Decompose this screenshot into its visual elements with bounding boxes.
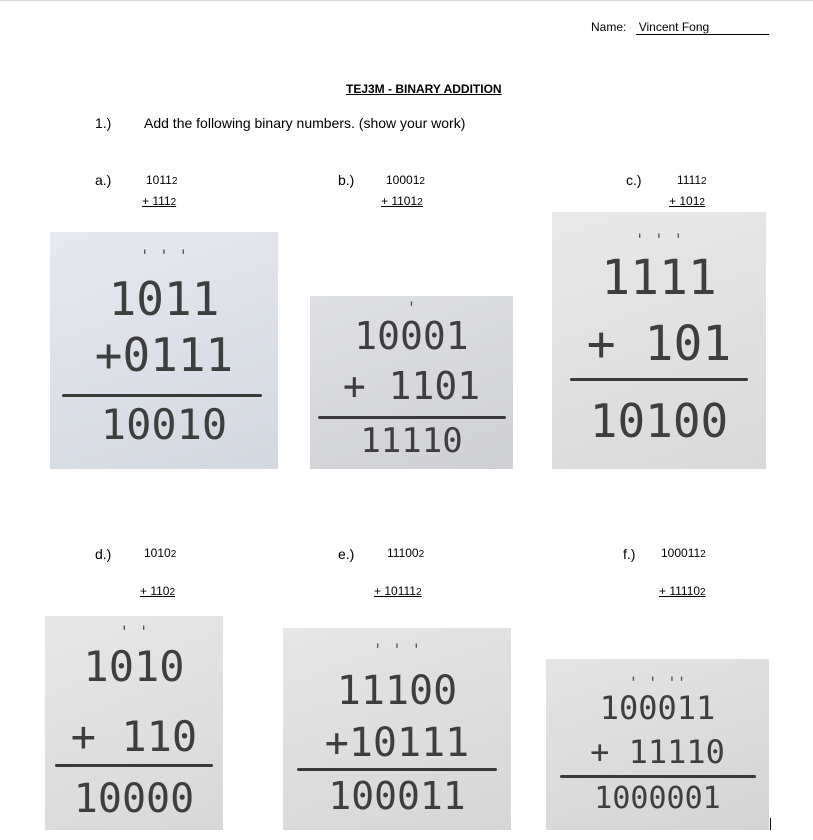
problem-e-bottom: + 101112	[374, 584, 422, 598]
work-c-carries: ' ' '	[634, 230, 684, 249]
problem-a-label: a.)	[95, 172, 112, 188]
work-f-result: 1000001	[594, 781, 721, 816]
work-d-carries: ' '	[119, 622, 149, 641]
text-cursor	[770, 818, 771, 830]
work-b-carries: '	[406, 298, 417, 317]
work-photo-d	[45, 616, 223, 830]
question-number: 1.)	[95, 115, 112, 131]
problem-d-label: d.)	[95, 546, 112, 562]
work-e-line1: 11100	[336, 668, 458, 714]
work-b-rule	[318, 416, 506, 419]
name-field	[591, 20, 769, 35]
name-label: Name:	[591, 20, 627, 34]
work-e-carries: ' ' '	[372, 640, 422, 659]
work-d-line1: 1010	[83, 642, 185, 691]
work-photo-f	[546, 659, 769, 830]
problem-d-bottom: + 1102	[140, 584, 176, 598]
problem-b-top: 100012	[386, 173, 425, 187]
problem-a-bottom: + 1112	[142, 194, 177, 208]
work-f-line2: + 11110	[590, 733, 725, 771]
page-top-border	[0, 0, 813, 1]
name-value: Vincent Fong	[636, 20, 769, 35]
worksheet-title: TEJ3M - BINARY ADDITION	[346, 82, 502, 96]
work-a-carries: ' ' '	[139, 246, 189, 265]
problem-f-bottom: + 111102	[659, 584, 706, 598]
work-d-line2: + 110	[70, 712, 198, 761]
problem-c-label: c.)	[626, 172, 642, 188]
problem-e-label: e.)	[338, 546, 355, 562]
work-c-rule	[570, 378, 748, 381]
work-e-rule	[297, 768, 497, 771]
problem-a-top: 10112	[146, 173, 178, 187]
work-photo-e	[283, 628, 511, 830]
problem-c-bottom: + 1012	[669, 194, 705, 208]
work-b-line2: + 1101	[342, 364, 481, 408]
problem-b-label: b.)	[338, 172, 355, 188]
work-b-result: 11110	[360, 421, 463, 461]
question-instructions: Add the following binary numbers. (show your work)	[144, 115, 466, 131]
work-e-result: 100011	[328, 774, 466, 818]
work-c-line1: 1111	[601, 250, 717, 306]
work-photo-c	[552, 212, 766, 469]
work-b-line1: 10001	[354, 314, 469, 358]
problem-f-top: 1000112	[661, 546, 706, 560]
problem-e-top: 111002	[387, 546, 425, 560]
work-a-line2: +0111	[94, 328, 234, 382]
work-d-result: 10000	[73, 776, 195, 822]
problem-f-label: f.)	[623, 546, 636, 562]
work-c-line2: + 101	[586, 316, 732, 372]
work-e-line2: +10111	[324, 720, 470, 766]
problem-b-bottom: + 11012	[381, 194, 423, 208]
problem-c-top: 11112	[677, 173, 707, 187]
work-a-result: 10010	[100, 400, 228, 449]
work-f-carries: ' ' ''	[628, 673, 687, 692]
work-a-rule	[62, 394, 262, 397]
work-d-rule	[55, 764, 213, 767]
work-photo-a	[50, 232, 278, 469]
problem-d-top: 10102	[144, 546, 177, 560]
work-a-line1: 1011	[108, 272, 220, 326]
work-f-line1: 100011	[599, 689, 716, 727]
work-c-result: 10100	[589, 394, 729, 448]
work-f-rule	[560, 775, 756, 778]
work-photo-b	[310, 296, 513, 469]
